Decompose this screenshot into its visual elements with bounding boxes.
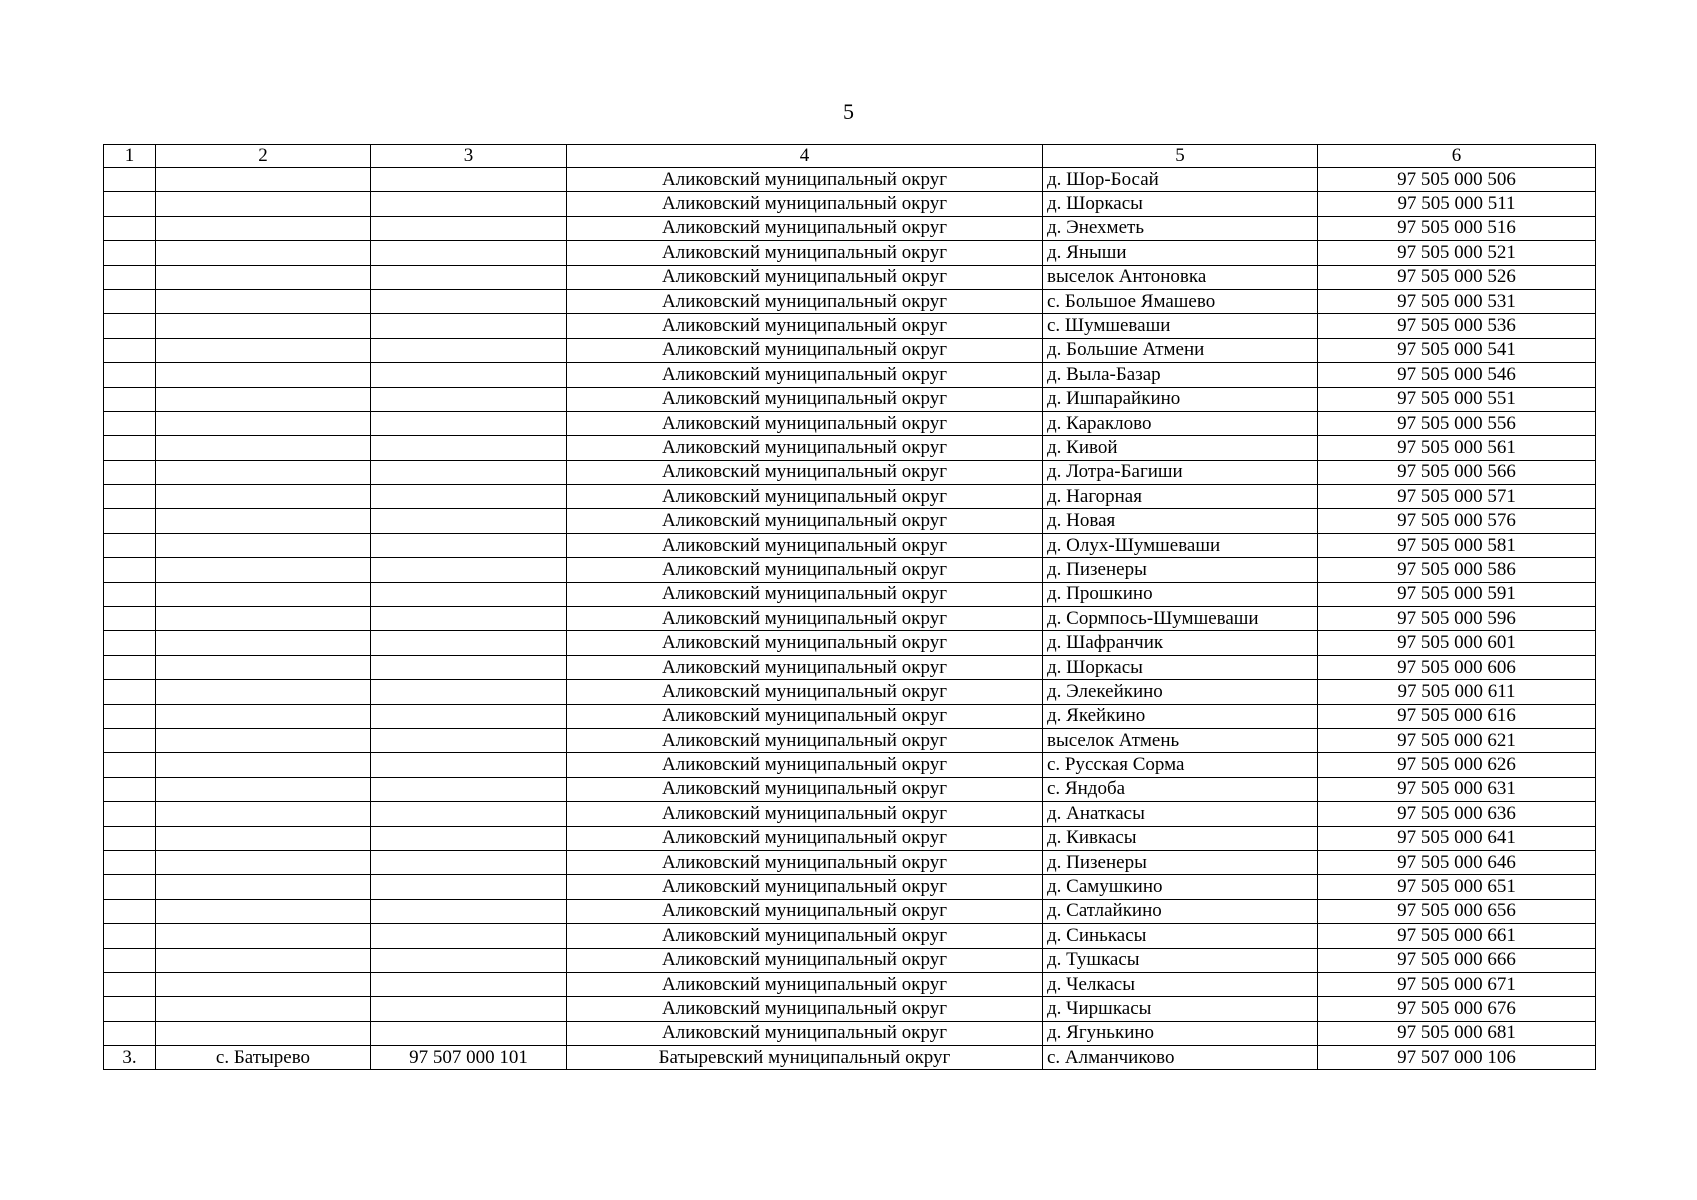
municipal-district-cell: Аликовский муниципальный округ bbox=[567, 875, 1043, 899]
municipal-district-cell: Аликовский муниципальный округ bbox=[567, 265, 1043, 289]
row-number-cell bbox=[104, 387, 156, 411]
center-oktmo-cell bbox=[371, 948, 567, 972]
settlement-cell: д. Шоркасы bbox=[1043, 655, 1318, 679]
settlement-oktmo-cell: 97 505 000 511 bbox=[1318, 192, 1596, 216]
column-header: 6 bbox=[1318, 145, 1596, 168]
row-number-cell bbox=[104, 924, 156, 948]
center-oktmo-cell bbox=[371, 655, 567, 679]
municipal-district-cell: Аликовский муниципальный округ bbox=[567, 850, 1043, 874]
center-cell bbox=[156, 899, 371, 923]
row-number-cell bbox=[104, 509, 156, 533]
table-row bbox=[104, 216, 1596, 240]
settlement-oktmo-cell: 97 505 000 646 bbox=[1318, 850, 1596, 874]
table-row bbox=[104, 704, 1596, 728]
center-oktmo-cell: 97 507 000 101 bbox=[371, 1046, 567, 1070]
center-cell bbox=[156, 363, 371, 387]
center-oktmo-cell bbox=[371, 899, 567, 923]
settlement-cell: д. Анаткасы bbox=[1043, 802, 1318, 826]
settlement-oktmo-cell: 97 505 000 541 bbox=[1318, 338, 1596, 362]
center-oktmo-cell bbox=[371, 460, 567, 484]
table-row bbox=[104, 387, 1596, 411]
center-cell bbox=[156, 1021, 371, 1045]
center-oktmo-cell bbox=[371, 826, 567, 850]
table-row bbox=[104, 948, 1596, 972]
center-cell bbox=[156, 875, 371, 899]
center-cell bbox=[156, 509, 371, 533]
municipal-district-cell: Аликовский муниципальный округ bbox=[567, 972, 1043, 996]
settlement-cell: д. Кивкасы bbox=[1043, 826, 1318, 850]
settlement-oktmo-cell: 97 505 000 536 bbox=[1318, 314, 1596, 338]
settlement-cell: д. Кивой bbox=[1043, 436, 1318, 460]
table-row bbox=[104, 1046, 1596, 1070]
municipal-district-cell: Аликовский муниципальный округ bbox=[567, 924, 1043, 948]
center-oktmo-cell bbox=[371, 192, 567, 216]
center-oktmo-cell bbox=[371, 387, 567, 411]
settlement-cell: с. Большое Ямашево bbox=[1043, 289, 1318, 313]
center-cell bbox=[156, 411, 371, 435]
municipal-district-cell: Аликовский муниципальный округ bbox=[567, 314, 1043, 338]
table-row bbox=[104, 168, 1596, 192]
table-row bbox=[104, 485, 1596, 509]
row-number-cell bbox=[104, 899, 156, 923]
row-number-cell bbox=[104, 680, 156, 704]
settlement-oktmo-cell: 97 505 000 596 bbox=[1318, 607, 1596, 631]
settlement-cell: д. Тушкасы bbox=[1043, 948, 1318, 972]
settlements-table bbox=[103, 144, 1596, 1070]
table-row bbox=[104, 314, 1596, 338]
row-number-cell bbox=[104, 265, 156, 289]
municipal-district-cell: Аликовский муниципальный округ bbox=[567, 533, 1043, 557]
center-oktmo-cell bbox=[371, 168, 567, 192]
center-cell bbox=[156, 826, 371, 850]
row-number-cell bbox=[104, 582, 156, 606]
settlement-oktmo-cell: 97 505 000 666 bbox=[1318, 948, 1596, 972]
center-oktmo-cell bbox=[371, 997, 567, 1021]
settlement-oktmo-cell: 97 505 000 521 bbox=[1318, 241, 1596, 265]
table-row bbox=[104, 997, 1596, 1021]
center-oktmo-cell bbox=[371, 1021, 567, 1045]
table-row bbox=[104, 680, 1596, 704]
row-number-cell bbox=[104, 753, 156, 777]
table-row bbox=[104, 338, 1596, 362]
table-row bbox=[104, 533, 1596, 557]
center-cell: с. Батырево bbox=[156, 1046, 371, 1070]
center-cell bbox=[156, 753, 371, 777]
row-number-cell bbox=[104, 558, 156, 582]
center-cell bbox=[156, 485, 371, 509]
center-oktmo-cell bbox=[371, 363, 567, 387]
center-cell bbox=[156, 582, 371, 606]
settlement-oktmo-cell: 97 505 000 656 bbox=[1318, 899, 1596, 923]
table-row bbox=[104, 777, 1596, 801]
settlement-cell: д. Самушкино bbox=[1043, 875, 1318, 899]
municipal-district-cell: Батыревский муниципальный округ bbox=[567, 1046, 1043, 1070]
row-number-cell bbox=[104, 948, 156, 972]
settlement-oktmo-cell: 97 505 000 551 bbox=[1318, 387, 1596, 411]
center-cell bbox=[156, 192, 371, 216]
municipal-district-cell: Аликовский муниципальный округ bbox=[567, 460, 1043, 484]
center-oktmo-cell bbox=[371, 680, 567, 704]
center-cell bbox=[156, 241, 371, 265]
settlement-oktmo-cell: 97 505 000 576 bbox=[1318, 509, 1596, 533]
settlement-cell: д. Караклово bbox=[1043, 411, 1318, 435]
municipal-district-cell: Аликовский муниципальный округ bbox=[567, 411, 1043, 435]
settlement-cell: с. Русская Сорма bbox=[1043, 753, 1318, 777]
row-number-cell bbox=[104, 289, 156, 313]
table-row bbox=[104, 850, 1596, 874]
settlement-cell: д. Энехметь bbox=[1043, 216, 1318, 240]
settlement-cell: д. Чиршкасы bbox=[1043, 997, 1318, 1021]
settlement-oktmo-cell: 97 505 000 661 bbox=[1318, 924, 1596, 948]
center-cell bbox=[156, 777, 371, 801]
settlement-cell: д. Элекейкино bbox=[1043, 680, 1318, 704]
row-number-cell bbox=[104, 241, 156, 265]
row-number-cell bbox=[104, 850, 156, 874]
settlement-cell: с. Яндоба bbox=[1043, 777, 1318, 801]
settlement-oktmo-cell: 97 505 000 571 bbox=[1318, 485, 1596, 509]
center-cell bbox=[156, 436, 371, 460]
row-number-cell bbox=[104, 533, 156, 557]
table-row bbox=[104, 509, 1596, 533]
settlement-oktmo-cell: 97 505 000 506 bbox=[1318, 168, 1596, 192]
table-row bbox=[104, 363, 1596, 387]
settlement-cell: д. Ишпарайкино bbox=[1043, 387, 1318, 411]
table-row bbox=[104, 1021, 1596, 1045]
center-cell bbox=[156, 168, 371, 192]
center-cell bbox=[156, 680, 371, 704]
center-oktmo-cell bbox=[371, 728, 567, 752]
settlement-cell: д. Прошкино bbox=[1043, 582, 1318, 606]
municipal-district-cell: Аликовский муниципальный округ bbox=[567, 168, 1043, 192]
settlement-cell: д. Шор-Босай bbox=[1043, 168, 1318, 192]
table-row bbox=[104, 972, 1596, 996]
settlement-cell: д. Нагорная bbox=[1043, 485, 1318, 509]
center-cell bbox=[156, 655, 371, 679]
table-row bbox=[104, 289, 1596, 313]
column-header: 5 bbox=[1043, 145, 1318, 168]
municipal-district-cell: Аликовский муниципальный округ bbox=[567, 802, 1043, 826]
municipal-district-cell: Аликовский муниципальный округ bbox=[567, 436, 1043, 460]
table-row bbox=[104, 728, 1596, 752]
center-oktmo-cell bbox=[371, 216, 567, 240]
table-row bbox=[104, 826, 1596, 850]
center-oktmo-cell bbox=[371, 607, 567, 631]
row-number-cell bbox=[104, 826, 156, 850]
center-cell bbox=[156, 631, 371, 655]
column-header: 4 bbox=[567, 145, 1043, 168]
municipal-district-cell: Аликовский муниципальный округ bbox=[567, 485, 1043, 509]
municipal-district-cell: Аликовский муниципальный округ bbox=[567, 338, 1043, 362]
settlement-oktmo-cell: 97 505 000 651 bbox=[1318, 875, 1596, 899]
center-oktmo-cell bbox=[371, 753, 567, 777]
municipal-district-cell: Аликовский муниципальный округ bbox=[567, 289, 1043, 313]
settlement-cell: выселок Атмень bbox=[1043, 728, 1318, 752]
municipal-district-cell: Аликовский муниципальный округ bbox=[567, 948, 1043, 972]
table-row bbox=[104, 265, 1596, 289]
settlement-cell: д. Шоркасы bbox=[1043, 192, 1318, 216]
table-row bbox=[104, 436, 1596, 460]
row-number-cell bbox=[104, 192, 156, 216]
settlement-oktmo-cell: 97 505 000 621 bbox=[1318, 728, 1596, 752]
table-row bbox=[104, 899, 1596, 923]
center-cell bbox=[156, 265, 371, 289]
center-oktmo-cell bbox=[371, 777, 567, 801]
center-oktmo-cell bbox=[371, 924, 567, 948]
municipal-district-cell: Аликовский муниципальный округ bbox=[567, 216, 1043, 240]
municipal-district-cell: Аликовский муниципальный округ bbox=[567, 899, 1043, 923]
settlement-oktmo-cell: 97 505 000 601 bbox=[1318, 631, 1596, 655]
municipal-district-cell: Аликовский муниципальный округ bbox=[567, 826, 1043, 850]
center-oktmo-cell bbox=[371, 485, 567, 509]
page-number: 5 bbox=[843, 99, 854, 124]
table-row bbox=[104, 924, 1596, 948]
center-oktmo-cell bbox=[371, 314, 567, 338]
center-cell bbox=[156, 314, 371, 338]
row-number-cell bbox=[104, 728, 156, 752]
settlement-oktmo-cell: 97 505 000 591 bbox=[1318, 582, 1596, 606]
municipal-district-cell: Аликовский муниципальный округ bbox=[567, 192, 1043, 216]
settlement-oktmo-cell: 97 505 000 681 bbox=[1318, 1021, 1596, 1045]
center-oktmo-cell bbox=[371, 338, 567, 362]
center-cell bbox=[156, 997, 371, 1021]
row-number-cell bbox=[104, 631, 156, 655]
settlement-oktmo-cell: 97 507 000 106 bbox=[1318, 1046, 1596, 1070]
settlement-oktmo-cell: 97 505 000 566 bbox=[1318, 460, 1596, 484]
settlement-oktmo-cell: 97 505 000 526 bbox=[1318, 265, 1596, 289]
table-body bbox=[104, 168, 1596, 1070]
settlement-cell: д. Лотра-Багиши bbox=[1043, 460, 1318, 484]
municipal-district-cell: Аликовский муниципальный округ bbox=[567, 387, 1043, 411]
center-cell bbox=[156, 972, 371, 996]
table-row bbox=[104, 631, 1596, 655]
row-number-cell bbox=[104, 972, 156, 996]
settlement-oktmo-cell: 97 505 000 626 bbox=[1318, 753, 1596, 777]
center-oktmo-cell bbox=[371, 509, 567, 533]
settlement-cell: д. Сормпось-Шумшеваши bbox=[1043, 607, 1318, 631]
row-number-cell bbox=[104, 460, 156, 484]
row-number-cell bbox=[104, 411, 156, 435]
row-number-cell bbox=[104, 485, 156, 509]
settlement-cell: д. Синькасы bbox=[1043, 924, 1318, 948]
column-number-row bbox=[104, 145, 1596, 168]
settlement-oktmo-cell: 97 505 000 556 bbox=[1318, 411, 1596, 435]
center-oktmo-cell bbox=[371, 972, 567, 996]
municipal-district-cell: Аликовский муниципальный округ bbox=[567, 631, 1043, 655]
municipal-district-cell: Аликовский муниципальный округ bbox=[567, 728, 1043, 752]
center-oktmo-cell bbox=[371, 802, 567, 826]
table-row bbox=[104, 875, 1596, 899]
row-number-cell bbox=[104, 436, 156, 460]
center-cell bbox=[156, 533, 371, 557]
row-number-cell bbox=[104, 997, 156, 1021]
settlement-oktmo-cell: 97 505 000 516 bbox=[1318, 216, 1596, 240]
settlement-cell: д. Большие Атмени bbox=[1043, 338, 1318, 362]
row-number-cell bbox=[104, 777, 156, 801]
municipal-district-cell: Аликовский муниципальный округ bbox=[567, 558, 1043, 582]
municipal-district-cell: Аликовский муниципальный округ bbox=[567, 509, 1043, 533]
settlement-cell: д. Олух-Шумшеваши bbox=[1043, 533, 1318, 557]
municipal-district-cell: Аликовский муниципальный округ bbox=[567, 607, 1043, 631]
municipal-district-cell: Аликовский муниципальный округ bbox=[567, 777, 1043, 801]
table-row bbox=[104, 558, 1596, 582]
settlement-oktmo-cell: 97 505 000 616 bbox=[1318, 704, 1596, 728]
table-row bbox=[104, 655, 1596, 679]
row-number-cell bbox=[104, 655, 156, 679]
settlement-cell: д. Пизенеры bbox=[1043, 850, 1318, 874]
settlement-oktmo-cell: 97 505 000 676 bbox=[1318, 997, 1596, 1021]
center-oktmo-cell bbox=[371, 265, 567, 289]
municipal-district-cell: Аликовский муниципальный округ bbox=[567, 363, 1043, 387]
settlement-oktmo-cell: 97 505 000 611 bbox=[1318, 680, 1596, 704]
center-cell bbox=[156, 850, 371, 874]
center-cell bbox=[156, 338, 371, 362]
table-row bbox=[104, 582, 1596, 606]
row-number-cell bbox=[104, 338, 156, 362]
table-row bbox=[104, 607, 1596, 631]
center-oktmo-cell bbox=[371, 558, 567, 582]
settlement-oktmo-cell: 97 505 000 561 bbox=[1318, 436, 1596, 460]
settlement-cell: д. Шафранчик bbox=[1043, 631, 1318, 655]
municipal-district-cell: Аликовский муниципальный округ bbox=[567, 655, 1043, 679]
table-row bbox=[104, 411, 1596, 435]
center-oktmo-cell bbox=[371, 631, 567, 655]
municipal-district-cell: Аликовский муниципальный округ bbox=[567, 1021, 1043, 1045]
center-oktmo-cell bbox=[371, 850, 567, 874]
settlement-cell: д. Выла-Базар bbox=[1043, 363, 1318, 387]
center-oktmo-cell bbox=[371, 875, 567, 899]
row-number-cell bbox=[104, 875, 156, 899]
municipal-district-cell: Аликовский муниципальный округ bbox=[567, 704, 1043, 728]
settlement-oktmo-cell: 97 505 000 531 bbox=[1318, 289, 1596, 313]
settlement-cell: д. Сатлайкино bbox=[1043, 899, 1318, 923]
column-header: 3 bbox=[371, 145, 567, 168]
settlement-oktmo-cell: 97 505 000 636 bbox=[1318, 802, 1596, 826]
settlement-cell: д. Яныши bbox=[1043, 241, 1318, 265]
center-oktmo-cell bbox=[371, 289, 567, 313]
center-oktmo-cell bbox=[371, 704, 567, 728]
municipal-district-cell: Аликовский муниципальный округ bbox=[567, 680, 1043, 704]
row-number-cell bbox=[104, 363, 156, 387]
settlement-cell: д. Челкасы bbox=[1043, 972, 1318, 996]
center-cell bbox=[156, 216, 371, 240]
center-oktmo-cell bbox=[371, 411, 567, 435]
settlement-oktmo-cell: 97 505 000 546 bbox=[1318, 363, 1596, 387]
center-cell bbox=[156, 558, 371, 582]
center-oktmo-cell bbox=[371, 533, 567, 557]
row-number-cell bbox=[104, 168, 156, 192]
settlement-cell: д. Новая bbox=[1043, 509, 1318, 533]
row-number-cell: 3. bbox=[104, 1046, 156, 1070]
center-cell bbox=[156, 802, 371, 826]
row-number-cell bbox=[104, 1021, 156, 1045]
column-header: 2 bbox=[156, 145, 371, 168]
center-oktmo-cell bbox=[371, 582, 567, 606]
settlement-oktmo-cell: 97 505 000 671 bbox=[1318, 972, 1596, 996]
table-row bbox=[104, 192, 1596, 216]
row-number-cell bbox=[104, 802, 156, 826]
center-cell bbox=[156, 387, 371, 411]
center-oktmo-cell bbox=[371, 436, 567, 460]
row-number-cell bbox=[104, 314, 156, 338]
municipal-district-cell: Аликовский муниципальный округ bbox=[567, 582, 1043, 606]
row-number-cell bbox=[104, 216, 156, 240]
settlement-cell: д. Якейкино bbox=[1043, 704, 1318, 728]
settlement-oktmo-cell: 97 505 000 631 bbox=[1318, 777, 1596, 801]
center-cell bbox=[156, 924, 371, 948]
settlement-oktmo-cell: 97 505 000 641 bbox=[1318, 826, 1596, 850]
row-number-cell bbox=[104, 704, 156, 728]
settlement-cell: с. Алманчиково bbox=[1043, 1046, 1318, 1070]
municipal-district-cell: Аликовский муниципальный округ bbox=[567, 997, 1043, 1021]
settlement-oktmo-cell: 97 505 000 581 bbox=[1318, 533, 1596, 557]
center-cell bbox=[156, 948, 371, 972]
municipal-district-cell: Аликовский муниципальный округ bbox=[567, 753, 1043, 777]
settlement-cell: с. Шумшеваши bbox=[1043, 314, 1318, 338]
settlement-oktmo-cell: 97 505 000 606 bbox=[1318, 655, 1596, 679]
settlement-cell: д. Ягунькино bbox=[1043, 1021, 1318, 1045]
settlement-cell: д. Пизенеры bbox=[1043, 558, 1318, 582]
center-cell bbox=[156, 289, 371, 313]
table-row bbox=[104, 460, 1596, 484]
table-row bbox=[104, 753, 1596, 777]
center-cell bbox=[156, 460, 371, 484]
column-header: 1 bbox=[104, 145, 156, 168]
row-number-cell bbox=[104, 607, 156, 631]
table-row bbox=[104, 802, 1596, 826]
center-oktmo-cell bbox=[371, 241, 567, 265]
center-cell bbox=[156, 728, 371, 752]
table-row bbox=[104, 241, 1596, 265]
settlement-oktmo-cell: 97 505 000 586 bbox=[1318, 558, 1596, 582]
settlement-cell: выселок Антоновка bbox=[1043, 265, 1318, 289]
municipal-district-cell: Аликовский муниципальный округ bbox=[567, 241, 1043, 265]
center-cell bbox=[156, 704, 371, 728]
center-cell bbox=[156, 607, 371, 631]
